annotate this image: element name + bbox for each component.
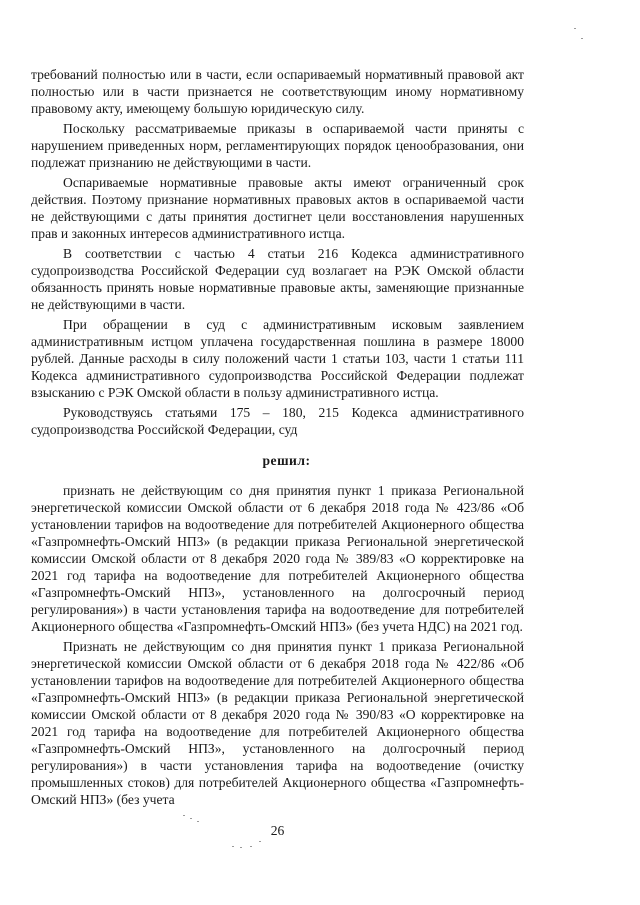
paragraph: требований полностью или в части, если оспариваемый нормативный правовой акт полностью или в части признается не соответствующим иному нормативному правовому акту, имеющему большую юридическую силу. [31,67,524,116]
paragraph: При обращении в суд с административным исковым заявлением административным истцом уплачена государственная пошлина в размере 18000 рублей. Данные расходы в силу положений части 1 статьи 103, части 1 статьи 111 Кодекса административного судопроизводства Российской Федерации подлежат взысканию с РЭК Омской области в пользу административного истца. [31,317,524,400]
decision-heading: решил: [262,453,311,468]
paragraphs-before-decision [31,66,524,438]
paragraph: признать не действующим со дня принятия пункт 1 приказа Региональной энергетической комиссии Омской области от 6 декабря 2018 года № 423/86 «Об установлении тарифов на водоотведение для потребителей Акционерного общества «Газпромнефть-Омский НПЗ» (в редакции приказа Региональной энергетической комиссии Омской области от 8 декабря 2020 года № 389/83 «О корректировке на 2021 год тарифа на водоотведение для потребителей Акционерного общества «Газпромнефть-Омский НПЗ», установленного на долгосрочный период регулирования») в части установления тарифа на водоотведение для потребителей Акционерного общества «Газпромнефть-Омский НПЗ» (без учета НДС) на 2021 год. [31,483,524,634]
paragraph: Оспариваемые нормативные правовые акты имеют ограниченный срок действия. Поэтому признание нормативных правовых актов в оспариваемой части не действующими с даты принятия достигнет цели восстановления нарушенных прав и законных интересов административного истца. [31,175,524,241]
scan-speck [250,846,252,847]
scan-speck [190,818,192,819]
paragraph: В соответствии с частью 4 статьи 216 Кодекса административного судопроизводства Российской Федерации суд возлагает на РЭК Омской области обязанность принять новые нормативные правовые акты, заменяющие признанные не действующими в части. [31,246,524,312]
scan-speck [232,846,234,847]
document-body [31,66,524,808]
paragraph: Поскольку рассматриваемые приказы в оспариваемой части приняты с нарушением приведенных норм, регламентирующих порядок ценообразования, они подлежат признанию не действующими в части. [31,121,524,170]
paragraph: Руководствуясь статьями 175 – 180, 215 Кодекса административного судопроизводства Российской Федерации, суд [31,405,524,437]
scan-speck [240,847,242,848]
scan-speck [581,38,583,39]
scan-speck [574,28,576,29]
scan-speck [183,815,185,816]
scan-speck [259,841,261,842]
paragraph: Признать не действующим со дня принятия пункт 1 приказа Региональной энергетической комиссии Омской области от 6 декабря 2018 года № 422/86 «Об установлении тарифов на водоотведение для потребителей Акционерного общества «Газпромнефть-Омский НПЗ» (в редакции приказа Региональной энергетической комиссии Омской области от 8 декабря 2020 года № 390/83 «О корректировке на 2021 год тарифа на водоотведение для потребителей Акционерного общества «Газпромнефть-Омский НПЗ», установленного на долгосрочный период регулирования») в части установления тарифа на водоотведение (очистку промышленных стоков) для потребителей Акционерного общества «Газпромнефть-Омский НПЗ» (без учета [31,639,524,807]
page-number: 26 [270,823,285,838]
paragraphs-after-decision [31,482,524,808]
scan-speck [197,821,199,822]
